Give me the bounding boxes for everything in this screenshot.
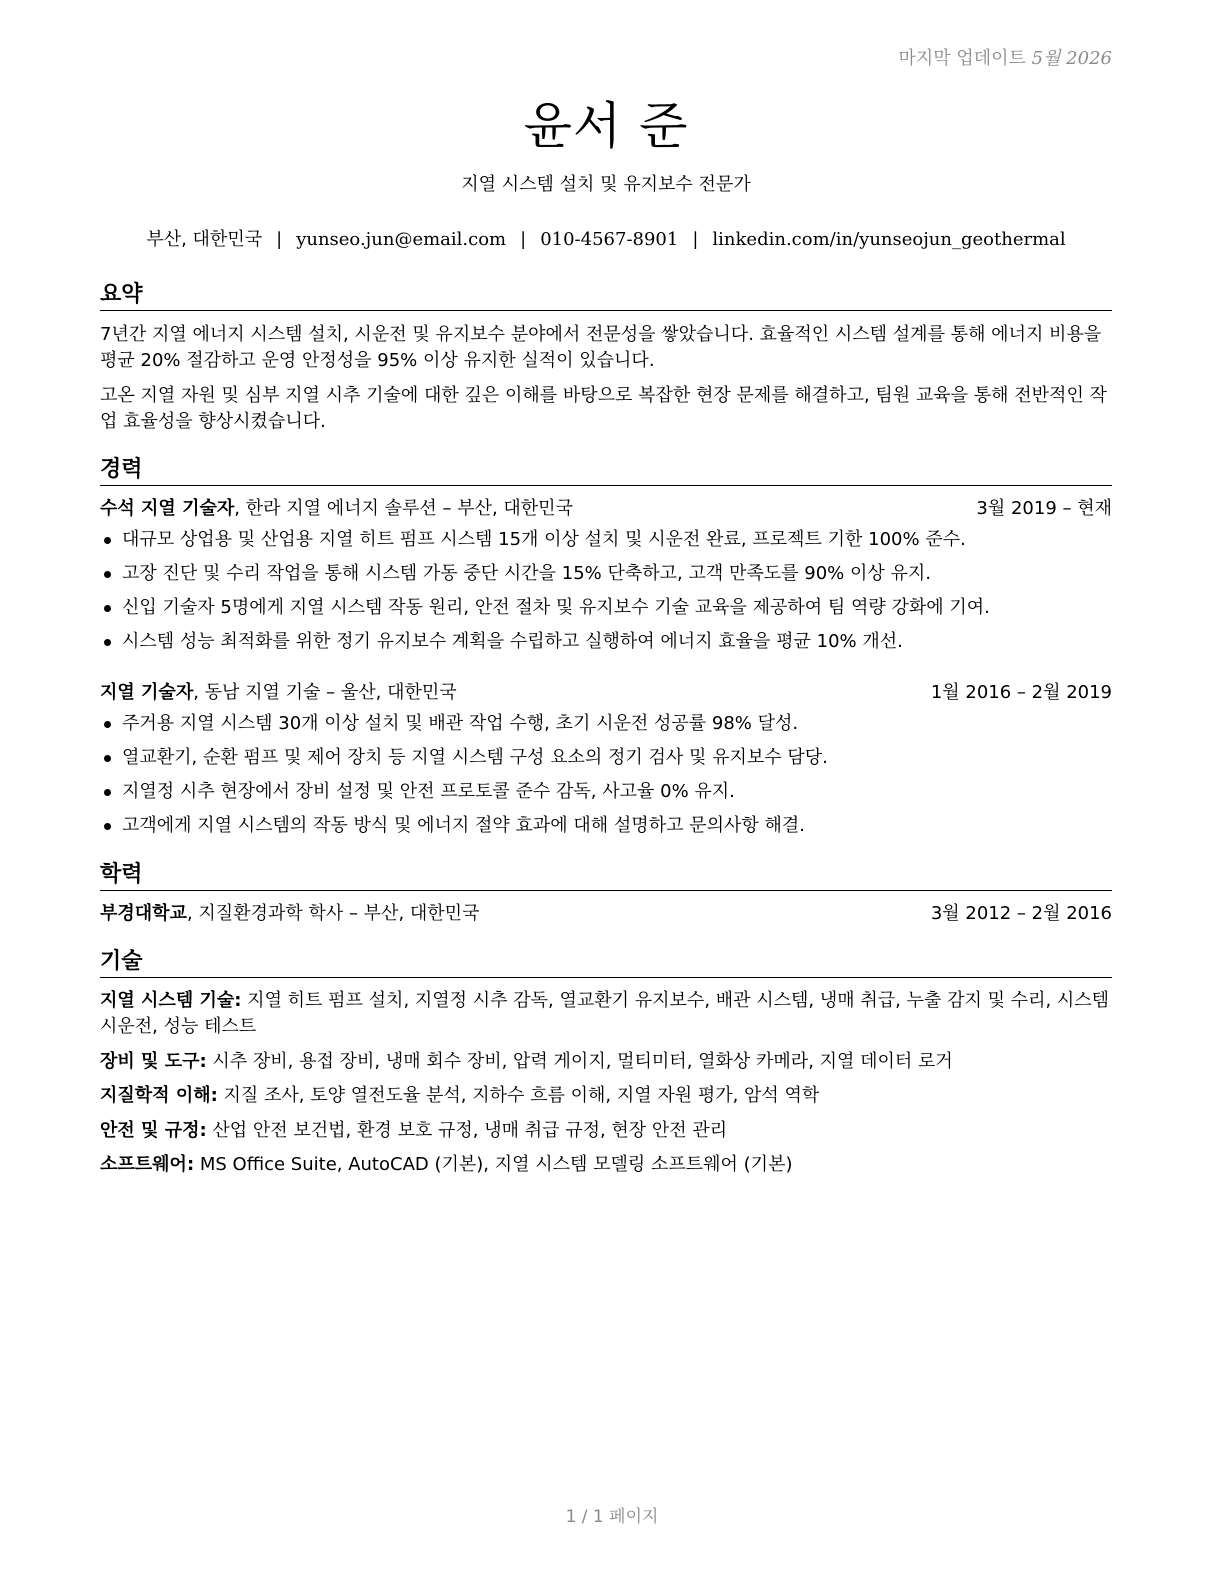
section-title-summary: 요약	[100, 277, 1112, 311]
job-title: 지열 기술자	[100, 682, 194, 703]
skill-label: 소프트웨어:	[100, 1154, 195, 1175]
section-title-skills: 기술	[100, 944, 1112, 978]
skill-row	[100, 1049, 1112, 1075]
skill-row	[100, 988, 1112, 1040]
contact-separator: |	[692, 229, 699, 250]
list-item: 열교환기, 순환 펌프 및 제어 장치 등 지열 시스템 구성 요소의 정기 검사 및 유지보수 담당.	[100, 745, 1112, 779]
skill-label: 지열 시스템 기술:	[100, 990, 242, 1011]
last-updated-label: 마지막 업데이트	[898, 48, 1026, 69]
summary-paragraph-2: 고온 지열 자원 및 심부 지열 시추 기술에 대한 깊은 이해를 바탕으로 복잡한 현장 문제를 해결하고, 팀원 교육을 통해 전반적인 작업 효율성을 향상시켰습니다.	[100, 385, 1107, 432]
list-item: 신입 기술자 5명에게 지열 시스템 작동 원리, 안전 절차 및 유지보수 기술 교육을 제공하여 팀 역량 강화에 기여.	[100, 595, 1112, 629]
skill-value: 시추 장비, 용접 장비, 냉매 회수 장비, 압력 게이지, 멀티미터, 열화상 카메라, 지열 데이터 로거	[206, 1051, 953, 1072]
job-bullets	[100, 711, 1112, 847]
skill-label: 지질학적 이해:	[100, 1085, 218, 1106]
list-item: 대규모 상업용 및 산업용 지열 히트 펌프 시스템 15개 이상 설치 및 시운전 완료, 프로젝트 기한 100% 준수.	[100, 527, 1112, 561]
contact-separator: |	[520, 229, 527, 250]
list-item: 고객에게 지열 시스템의 작동 방식 및 에너지 절약 효과에 대해 설명하고 문의사항 해결.	[100, 813, 1112, 847]
contact-location: 부산, 대한민국	[146, 229, 263, 250]
skill-value: 지열 히트 펌프 설치, 지열정 시추 감독, 열교환기 유지보수, 배관 시스템, 냉매 취급, 누출 감지 및 수리, 시스템 시운전, 성능 테스트	[100, 990, 1110, 1037]
candidate-headline: 지열 시스템 설치 및 유지보수 전문가	[461, 174, 751, 195]
list-item: 고장 진단 및 수리 작업을 통해 시스템 가동 중단 시간을 15% 단축하고, 고객 만족도를 90% 이상 유지.	[100, 561, 1112, 595]
list-item: 시스템 성능 최적화를 위한 정기 유지보수 계획을 수립하고 실행하여 에너지 효율을 평균 10% 개선.	[100, 629, 1112, 663]
job-company: , 한라 지열 에너지 솔루션 – 부산, 대한민국	[234, 498, 573, 519]
list-item: 주거용 지열 시스템 30개 이상 설치 및 배관 작업 수행, 초기 시운전 성공률 98% 달성.	[100, 711, 1112, 745]
contact-line	[100, 225, 1112, 251]
education-degree: , 지질환경과학 학사 – 부산, 대한민국	[186, 903, 480, 924]
skill-row	[100, 1083, 1112, 1109]
skill-row	[100, 1118, 1112, 1144]
job-bullets	[100, 527, 1112, 663]
job-company: , 동남 지열 기술 – 울산, 대한민국	[193, 682, 457, 703]
skill-value: MS Office Suite, AutoCAD (기본), 지열 시스템 모델링 소프트웨어 (기본)	[194, 1154, 793, 1175]
list-item: 지열정 시추 현장에서 장비 설정 및 안전 프로토콜 준수 감독, 사고율 0% 유지.	[100, 779, 1112, 813]
job-dates: 1월 2016 – 2월 2019	[930, 682, 1112, 703]
section-title-experience: 경력	[100, 452, 1112, 486]
education-entry	[100, 901, 1112, 927]
skill-label: 안전 및 규정:	[100, 1120, 207, 1141]
job-header	[100, 496, 1112, 522]
last-updated-date: 5월 2026	[1031, 48, 1112, 69]
contact-linkedin[interactable]: linkedin.com/in/yunseojun_geothermal	[712, 229, 1066, 250]
skill-value: 산업 안전 보건법, 환경 보호 규정, 냉매 취급 규정, 현장 안전 관리	[206, 1120, 728, 1141]
contact-separator: |	[276, 229, 283, 250]
contact-phone[interactable]: 010-4567-8901	[540, 229, 679, 250]
skill-row	[100, 1152, 1112, 1178]
last-updated	[898, 44, 1112, 70]
candidate-name: 윤서 준	[523, 97, 689, 155]
job-header	[100, 680, 1112, 706]
skill-value: 지질 조사, 토양 열전도율 분석, 지하수 흐름 이해, 지열 자원 평가, 암석 역학	[217, 1085, 820, 1106]
job-title: 수석 지열 기술자	[100, 498, 235, 519]
summary-paragraph-1: 7년간 지열 에너지 시스템 설치, 시운전 및 유지보수 분야에서 전문성을 쌓았습니다. 효율적인 시스템 설계를 통해 에너지 비용을 평균 20% 절감하고 운영 안정성을 95% 이상 유지한 실적이 있습니다.	[100, 324, 1102, 371]
education-school: 부경대학교	[100, 903, 187, 924]
section-title-education: 학력	[100, 857, 1112, 891]
page-indicator: 1 / 1 페이지	[565, 1507, 659, 1527]
job-dates: 3월 2019 – 현재	[976, 498, 1112, 519]
education-dates: 3월 2012 – 2월 2016	[930, 903, 1112, 924]
contact-email[interactable]: yunseo.jun@email.com	[296, 229, 507, 250]
skill-label: 장비 및 도구:	[100, 1051, 207, 1072]
